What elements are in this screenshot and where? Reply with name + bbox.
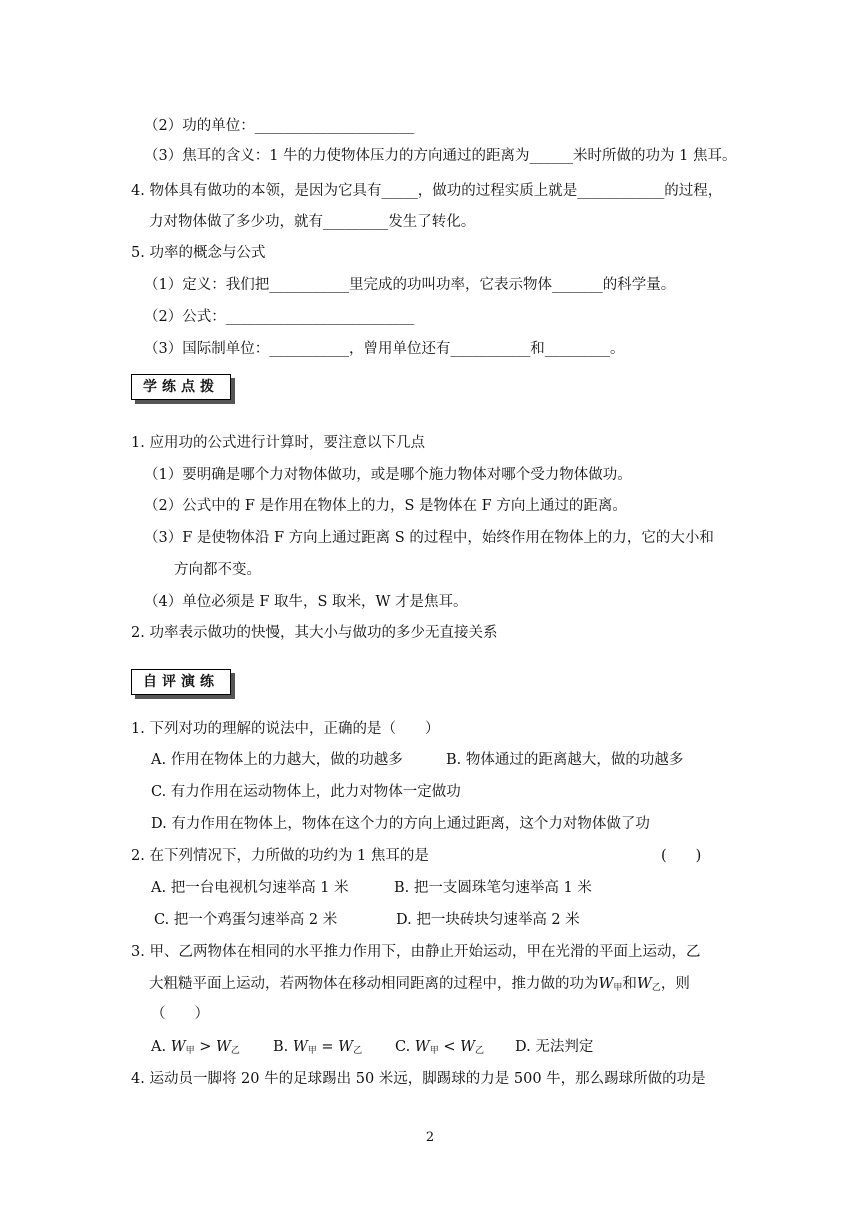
- tip-2: 2. 功率表示做功的快慢，其大小与做功的多少无直接关系: [131, 625, 498, 641]
- tip-1-3-cont: 方向都不变。: [174, 562, 261, 578]
- q2-stem: 2. 在下列情况下，力所做的功约为 1 焦耳的是: [131, 848, 429, 864]
- q1-option-a: A. 作用在物体上的力越大，做的功越多: [151, 752, 403, 768]
- section-title-ziping: 自评演练: [131, 669, 231, 695]
- q2-paren: ( ): [661, 848, 702, 864]
- item-4-line-2: 力对物体做了多少功，就有_________发生了转化。: [149, 214, 476, 230]
- q1-option-d: D. 有力作用在物体上，物体在这个力的方向上通过距离，这个力对物体做了功: [151, 816, 650, 832]
- unit-of-work-blank: （2）功的单位：______________________: [144, 118, 415, 134]
- tip-1-2: （2）公式中的 F 是作用在物体上的力，S 是物体在 F 方向上通过的距离。: [144, 498, 627, 514]
- power-definition-line: （1）定义：我们把___________里完成的功叫功率，它表示物体_______的科学量。: [144, 277, 676, 293]
- tip-1-3: （3）F 是使物体沿 F 方向上通过距离 S 的过程中，始终作用在物体上的力，它的大小和: [144, 530, 714, 546]
- power-formula-line: （2）公式：__________________________: [144, 309, 415, 325]
- q2-option-a: A. 把一台电视机匀速举高 1 米: [151, 880, 349, 896]
- q1-option-b: B. 物体通过的距离越大，做的功越多: [446, 752, 684, 768]
- joule-definition-line: （3）焦耳的含义：1 牛的力使物体压力的方向通过的距离为______米时所做的功为 1 焦耳。: [144, 148, 737, 164]
- q4-stem: 4. 运动员一脚将 20 牛的足球踢出 50 米远，脚踢球的力是 500 牛，那么踢球所做的功是: [131, 1071, 706, 1087]
- q2-option-b: B. 把一支圆珠笔匀速举高 1 米: [394, 880, 592, 896]
- q2-option-c: C. 把一个鸡蛋匀速举高 2 米: [154, 912, 338, 928]
- q1-stem: 1. 下列对功的理解的说法中，正确的是（ ）: [131, 721, 440, 737]
- q3-option-b: B. $W_甲 = W_乙$: [273, 1039, 363, 1056]
- q3-option-a: A. $W_甲 > W_乙$: [151, 1039, 240, 1056]
- q1-option-c: C. 有力作用在运动物体上，此力对物体一定做功: [151, 784, 461, 800]
- page-number: 2: [425, 1130, 435, 1145]
- item-5-heading: 5. 功率的概念与公式: [131, 245, 266, 261]
- q3-stem-line-2: 大粗糙平面上运动，若两物体在移动相同距离的过程中，推力做的功为$W_甲$和$W_乙$，则: [149, 976, 690, 993]
- q3-option-d: D. 无法判定: [515, 1039, 594, 1055]
- power-unit-line: （3）国际制单位：___________，曾用单位还有___________和_________。: [144, 341, 625, 357]
- q3-paren: （ ）: [151, 1006, 209, 1022]
- tip-1-4: （4）单位必须是 F 取牛，S 取米，W 才是焦耳。: [144, 594, 468, 610]
- q2-option-d: D. 把一块砖块匀速举高 2 米: [396, 912, 580, 928]
- tip-1: 1. 应用功的公式进行计算时，要注意以下几点: [131, 435, 425, 451]
- tip-1-1: （1）要明确是哪个力对物体做功，或是哪个施力物体对哪个受力物体做功。: [144, 467, 632, 483]
- section-title-xuelian: 学练点拨: [131, 374, 231, 400]
- q3-option-c: C. $W_甲 < W_乙$: [395, 1039, 485, 1056]
- item-4-line-1: 4. 物体具有做功的本领，是因为它具有_____，做功的过程实质上就是____________的过程，: [131, 183, 723, 199]
- q3-stem-line-1: 3. 甲、乙两物体在相同的水平推力作用下，由静止开始运动，甲在光滑的平面上运动，乙: [131, 944, 701, 960]
